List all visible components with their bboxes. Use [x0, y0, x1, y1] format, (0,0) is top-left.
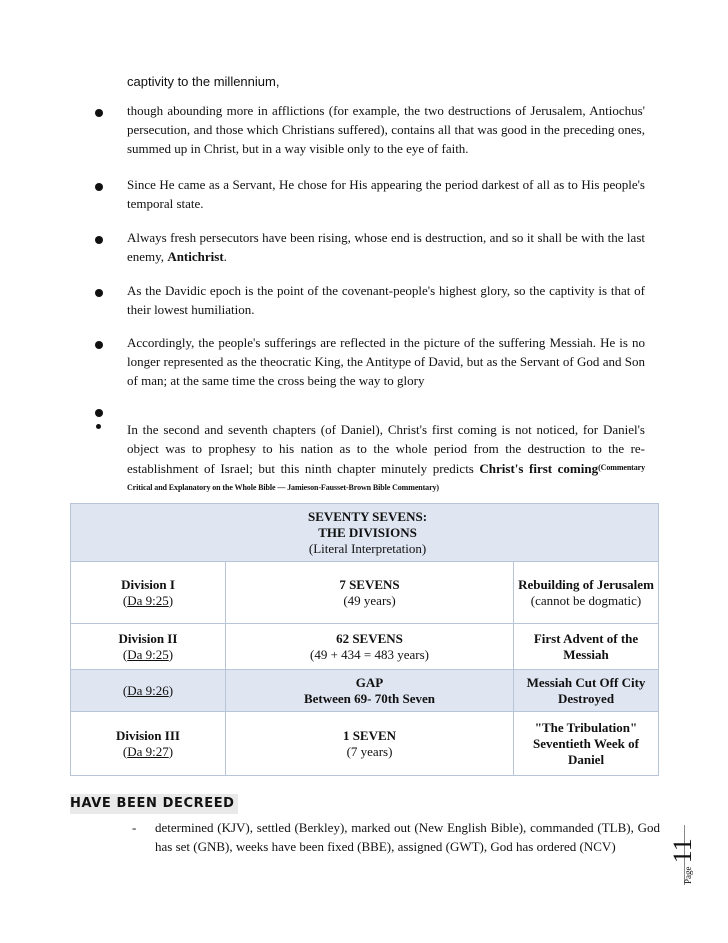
bullet-dot [95, 183, 103, 191]
scripture-ref-link[interactable]: Da 9:27 [127, 743, 169, 759]
scripture-ref-link[interactable]: Da 9:26 [127, 682, 169, 698]
years-text: (49 years) [343, 592, 396, 608]
dash-item-text: determined (KJV), settled (Berkley), marked out (New English Bible), commanded (TLB), God has set (GNB), weeks have been fixed (BBE), assigned (GWT), God has ordered (NCV) [155, 820, 660, 854]
event-text: Rebuilding of Jerusalem [518, 576, 654, 592]
citation: (Commentary Critical and Explanatory on the Whole Bible — Jamieson-Fausset-Brown Bible Commentary) [127, 463, 645, 492]
section-heading: HAVE BEEN DECREED [70, 794, 238, 814]
sevens-count: 1 SEVEN [342, 727, 397, 743]
years-text: (49 + 434 = 483 years) [310, 646, 429, 662]
bullet-dot [95, 109, 103, 117]
event-note: (cannot be dogmatic) [530, 592, 642, 608]
sevens-count: 62 SEVENS [336, 630, 403, 646]
scripture-ref-link[interactable]: Da 9:25 [127, 646, 169, 662]
scripture-ref-link[interactable]: Da 9:25 [127, 592, 169, 608]
page-number-block [668, 820, 708, 884]
bullet-dot [96, 424, 101, 429]
years-text: Between 69- 70th Seven [303, 690, 436, 706]
sevens-count: GAP [355, 674, 384, 690]
dash-marker: - [132, 820, 137, 835]
event-text: Messiah Cut Off City Destroyed [526, 674, 646, 706]
seventy-sevens-table [70, 503, 659, 776]
bullet-dot [95, 341, 103, 349]
bullet-dot [95, 236, 103, 244]
bullet-text-3: Always fresh persecutors have been rising, whose end is destruction, and so it shall be with the last enemy, Antichrist. [127, 230, 645, 264]
sevens-count: 7 SEVENS [339, 576, 400, 592]
bullet-dot-empty [95, 409, 103, 417]
page-label: Page [683, 866, 693, 884]
table-row: Division I (Da 9:25) 7 SEVENS (49 years) Rebuilding of Jerusalem (cannot be dogmatic) [71, 562, 659, 624]
years-text: (7 years) [346, 743, 393, 759]
page-number: 11 [668, 838, 697, 864]
event-text: "The Tribulation" Seventieth Week of Daniel [533, 719, 639, 767]
table-header-row [71, 504, 659, 562]
table-title: SEVENTY SEVENS: [307, 508, 428, 524]
bullet-text-5: Accordingly, the people's sufferings are reflected in the picture of the suffering Messiah. He is no longer represented as the theocratic King, the Antitype of David, but as the Servant of God and Son of man; at the same time the cross being the way to glory [127, 335, 645, 388]
table-subtitle: THE DIVISIONS [318, 524, 417, 540]
table-row: (Da 9:26) GAP Between 69- 70th Seven Messiah Cut Off City Destroyed [71, 670, 659, 712]
bullet-dot [95, 289, 103, 297]
bullet-text-1: though abounding more in afflictions (for example, the two destructions of Jerusalem, Antiochus' persecution, and those which Christians suffered), contains all that was good in the preceding ones, summed up in Christ, but in a way visible only to the eye of faith. [127, 103, 645, 156]
antichrist-bold: Antichrist [167, 249, 224, 264]
bullet-text-2: Since He came as a Servant, He chose for His appearing the period darkest of all as to His people's temporal state. [127, 177, 645, 211]
bullet-text-6: In the second and seventh chapters (of Daniel), Christ's first coming is not noticed, for Daniel's object was to prophesy to his nation as to the whole period from the destruction to the re-establishment of Israel; but this ninth chapter minutely predicts Christ's first coming$^{(Commentary Critical and Explanatory on the Whole Bible — Jamieson-Fausset-Brown Bible Commentary)}$ [127, 422, 645, 492]
table-row: Division II (Da 9:25) 62 SEVENS (49 + 434 = 483 years) First Advent of the Messiah [71, 624, 659, 670]
division-label: Division I [121, 576, 175, 592]
intro-line: captivity to the millennium, [127, 74, 280, 89]
division-label: Division III [116, 727, 180, 743]
bullet-text-4: As the Davidic epoch is the point of the covenant-people's highest glory, so the captivity is that of their lowest humiliation. [127, 283, 645, 317]
table-row: Division III (Da 9:27) 1 SEVEN (7 years) "The Tribulation" Seventieth Week of Daniel [71, 712, 659, 776]
table-caption: (Literal Interpretation) [308, 540, 427, 556]
event-text: First Advent of the Messiah [533, 630, 639, 662]
christs-first-coming-bold: Christ's first coming [479, 461, 599, 476]
division-label: Division II [118, 630, 178, 646]
